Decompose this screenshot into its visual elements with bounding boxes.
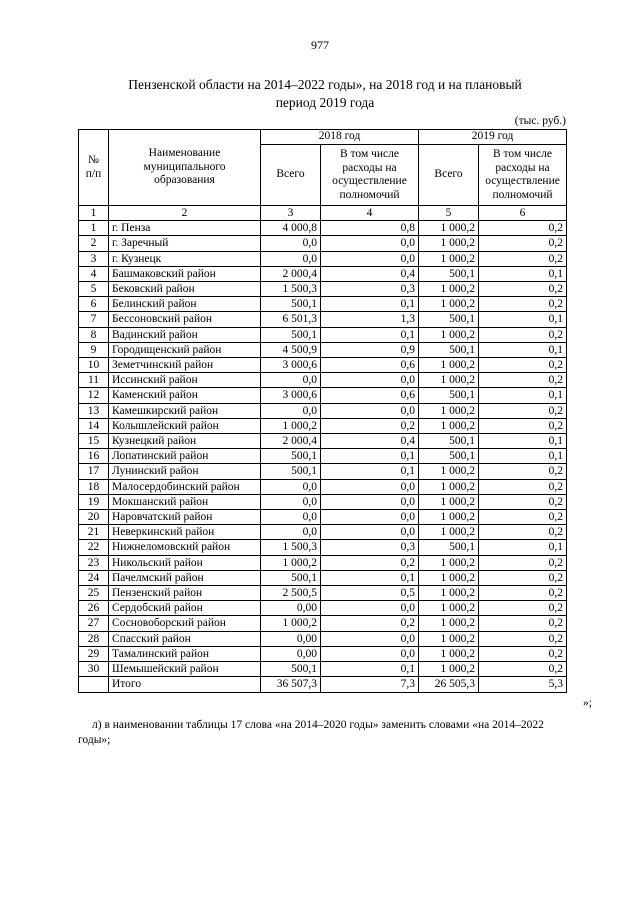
column-number: 5 [419, 206, 479, 221]
cell-incl-2019: 0,2 [479, 525, 567, 540]
cell-incl-2019: 0,2 [479, 646, 567, 661]
cell-name: Иссинский район [109, 373, 261, 388]
cell-total-2018: 1 000,2 [261, 418, 321, 433]
header-total-2018: Всего [261, 145, 321, 206]
cell-total-2018: 1 000,2 [261, 555, 321, 570]
cell-total-2018: 0,00 [261, 601, 321, 616]
cell-total-2019: 1 000,2 [419, 358, 479, 373]
cell-name: Вадинский район [109, 327, 261, 342]
cell-total-2019: 1 000,2 [419, 494, 479, 509]
title-line-1: Пензенской области на 2014–2022 годы», на 2018 год и на плановый [128, 77, 522, 92]
cell-incl-2019: 0,2 [479, 510, 567, 525]
cell-incl-2018: 0,5 [321, 586, 419, 601]
cell-total-2019: 1 000,2 [419, 479, 479, 494]
table-row [79, 373, 567, 388]
cell-incl-2018: 0,1 [321, 297, 419, 312]
cell-incl-2019: 0,2 [479, 282, 567, 297]
cell-name: Камешкирский район [109, 403, 261, 418]
cell-num: 14 [79, 418, 109, 433]
header-total-2019: Всего [419, 145, 479, 206]
cell-incl-2019: 0,1 [479, 266, 567, 281]
cell-incl-2019: 0,2 [479, 494, 567, 509]
cell-total-2018: 0,0 [261, 510, 321, 525]
table-row [79, 388, 567, 403]
cell-incl-2018: 0,6 [321, 358, 419, 373]
cell-incl-2019: 0,2 [479, 464, 567, 479]
total-cell-name: Итого [109, 677, 261, 692]
cell-total-2018: 2 000,4 [261, 434, 321, 449]
cell-name: Нижнеломовский район [109, 540, 261, 555]
cell-total-2018: 0,00 [261, 631, 321, 646]
cell-num: 4 [79, 266, 109, 281]
cell-total-2019: 1 000,2 [419, 327, 479, 342]
cell-num: 22 [79, 540, 109, 555]
cell-incl-2019: 0,2 [479, 479, 567, 494]
cell-incl-2018: 0,0 [321, 510, 419, 525]
cell-incl-2018: 0,0 [321, 479, 419, 494]
table-row [79, 631, 567, 646]
cell-incl-2018: 0,1 [321, 570, 419, 585]
cell-num: 16 [79, 449, 109, 464]
cell-total-2018: 4 000,8 [261, 221, 321, 236]
cell-total-2018: 1 500,3 [261, 540, 321, 555]
cell-incl-2018: 0,0 [321, 601, 419, 616]
cell-name: Неверкинский район [109, 525, 261, 540]
cell-total-2019: 500,1 [419, 312, 479, 327]
table-row [79, 494, 567, 509]
column-number: 6 [479, 206, 567, 221]
cell-num: 5 [79, 282, 109, 297]
cell-incl-2018: 0,9 [321, 342, 419, 357]
cell-total-2019: 1 000,2 [419, 631, 479, 646]
cell-total-2018: 0,0 [261, 251, 321, 266]
cell-total-2019: 500,1 [419, 449, 479, 464]
cell-name: Сосновоборский район [109, 616, 261, 631]
table-row [79, 616, 567, 631]
total-cell-total-2018: 36 507,3 [261, 677, 321, 692]
cell-total-2019: 1 000,2 [419, 646, 479, 661]
cell-num: 30 [79, 662, 109, 677]
table-row [79, 662, 567, 677]
cell-total-2019: 1 000,2 [419, 464, 479, 479]
cell-incl-2018: 0,0 [321, 236, 419, 251]
header-incl-2019: В том числе расходы на осуществление полномочий [479, 145, 567, 206]
table-row [79, 342, 567, 357]
cell-total-2018: 0,0 [261, 236, 321, 251]
cell-total-2019: 1 000,2 [419, 525, 479, 540]
cell-num: 21 [79, 525, 109, 540]
cell-num: 9 [79, 342, 109, 357]
table-row [79, 236, 567, 251]
cell-total-2018: 0,0 [261, 525, 321, 540]
cell-num: 19 [79, 494, 109, 509]
cell-incl-2019: 0,2 [479, 631, 567, 646]
cell-name: г. Кузнецк [109, 251, 261, 266]
subsidy-table [78, 129, 567, 693]
total-cell-total-2019: 26 505,3 [419, 677, 479, 692]
cell-incl-2019: 0,2 [479, 555, 567, 570]
cell-name: Колышлейский район [109, 418, 261, 433]
cell-incl-2018: 0,0 [321, 494, 419, 509]
cell-num: 8 [79, 327, 109, 342]
cell-incl-2018: 1,3 [321, 312, 419, 327]
cell-incl-2018: 0,2 [321, 555, 419, 570]
cell-total-2019: 1 000,2 [419, 555, 479, 570]
cell-incl-2019: 0,2 [479, 418, 567, 433]
cell-incl-2018: 0,3 [321, 540, 419, 555]
cell-incl-2018: 0,1 [321, 662, 419, 677]
table-row [79, 434, 567, 449]
cell-incl-2019: 0,2 [479, 662, 567, 677]
column-number: 3 [261, 206, 321, 221]
cell-incl-2019: 0,2 [479, 297, 567, 312]
cell-total-2019: 500,1 [419, 266, 479, 281]
cell-incl-2019: 0,1 [479, 434, 567, 449]
cell-total-2019: 500,1 [419, 540, 479, 555]
cell-incl-2019: 0,1 [479, 540, 567, 555]
cell-incl-2018: 0,3 [321, 282, 419, 297]
table-row [79, 646, 567, 661]
cell-name: Земетчинский район [109, 358, 261, 373]
cell-incl-2019: 0,2 [479, 570, 567, 585]
table-row [79, 282, 567, 297]
table-row [79, 479, 567, 494]
cell-incl-2019: 0,2 [479, 221, 567, 236]
cell-num: 15 [79, 434, 109, 449]
cell-name: Сердобский район [109, 601, 261, 616]
table-row [79, 297, 567, 312]
cell-name: Городищенский район [109, 342, 261, 357]
cell-total-2019: 500,1 [419, 388, 479, 403]
cell-name: Лунинский район [109, 464, 261, 479]
table-row [79, 358, 567, 373]
cell-incl-2018: 0,0 [321, 631, 419, 646]
cell-incl-2018: 0,0 [321, 646, 419, 661]
cell-name: Наровчатский район [109, 510, 261, 525]
cell-num: 3 [79, 251, 109, 266]
cell-incl-2019: 0,2 [479, 601, 567, 616]
cell-incl-2019: 0,1 [479, 342, 567, 357]
cell-name: Бессоновский район [109, 312, 261, 327]
cell-total-2018: 1 500,3 [261, 282, 321, 297]
cell-num: 11 [79, 373, 109, 388]
cell-incl-2018: 0,6 [321, 388, 419, 403]
cell-incl-2018: 0,0 [321, 403, 419, 418]
cell-total-2019: 1 000,2 [419, 403, 479, 418]
table-row [79, 601, 567, 616]
column-number: 2 [109, 206, 261, 221]
cell-incl-2018: 0,4 [321, 266, 419, 281]
table-row [79, 570, 567, 585]
cell-num: 13 [79, 403, 109, 418]
cell-num: 27 [79, 616, 109, 631]
table-row [79, 403, 567, 418]
cell-name: Белинский район [109, 297, 261, 312]
cell-incl-2018: 0,1 [321, 464, 419, 479]
cell-num: 2 [79, 236, 109, 251]
closing-quote: »; [583, 697, 592, 709]
cell-total-2018: 500,1 [261, 464, 321, 479]
cell-total-2019: 1 000,2 [419, 251, 479, 266]
cell-total-2019: 1 000,2 [419, 616, 479, 631]
cell-incl-2018: 0,1 [321, 327, 419, 342]
cell-total-2018: 0,0 [261, 494, 321, 509]
cell-total-2019: 1 000,2 [419, 510, 479, 525]
cell-incl-2018: 0,2 [321, 616, 419, 631]
cell-num: 26 [79, 601, 109, 616]
page-number: 977 [311, 38, 329, 52]
cell-total-2018: 6 501,3 [261, 312, 321, 327]
cell-total-2019: 1 000,2 [419, 662, 479, 677]
cell-name: Каменский район [109, 388, 261, 403]
table-row [79, 555, 567, 570]
header-name: Наименование муниципального образования [109, 130, 261, 206]
cell-name: Тамалинский район [109, 646, 261, 661]
cell-total-2019: 500,1 [419, 342, 479, 357]
amendment-note: л) в наименовании таблицы 17 слова «на 2014–2020 годы» заменить словами «на 2014–2022 годы»; [78, 719, 544, 746]
cell-name: Мокшанский район [109, 494, 261, 509]
cell-total-2018: 500,1 [261, 449, 321, 464]
cell-incl-2018: 0,1 [321, 449, 419, 464]
column-number-row [79, 206, 567, 221]
cell-total-2019: 1 000,2 [419, 373, 479, 388]
cell-total-2018: 500,1 [261, 570, 321, 585]
cell-total-2018: 1 000,2 [261, 616, 321, 631]
cell-name: г. Пенза [109, 221, 261, 236]
cell-total-2019: 1 000,2 [419, 221, 479, 236]
cell-name: Никольский район [109, 555, 261, 570]
cell-num: 17 [79, 464, 109, 479]
cell-name: Спасский район [109, 631, 261, 646]
cell-total-2018: 3 000,6 [261, 388, 321, 403]
cell-total-2018: 500,1 [261, 662, 321, 677]
header-num: № п/п [79, 130, 109, 206]
table-row [79, 586, 567, 601]
cell-incl-2019: 0,2 [479, 358, 567, 373]
cell-name: Бековский район [109, 282, 261, 297]
table-row [79, 510, 567, 525]
table-row [79, 449, 567, 464]
cell-total-2019: 1 000,2 [419, 236, 479, 251]
cell-total-2018: 0,0 [261, 373, 321, 388]
cell-num: 1 [79, 221, 109, 236]
cell-num: 24 [79, 570, 109, 585]
header-year-2018: 2018 год [261, 130, 419, 145]
cell-incl-2019: 0,2 [479, 403, 567, 418]
cell-total-2019: 1 000,2 [419, 282, 479, 297]
cell-incl-2019: 0,1 [479, 388, 567, 403]
cell-incl-2019: 0,1 [479, 449, 567, 464]
cell-total-2018: 500,1 [261, 297, 321, 312]
cell-total-2019: 1 000,2 [419, 297, 479, 312]
table-row [79, 464, 567, 479]
cell-incl-2019: 0,2 [479, 327, 567, 342]
cell-num: 7 [79, 312, 109, 327]
cell-num: 29 [79, 646, 109, 661]
cell-name: Лопатинский район [109, 449, 261, 464]
cell-total-2019: 500,1 [419, 434, 479, 449]
table-row [79, 525, 567, 540]
cell-incl-2018: 0,2 [321, 418, 419, 433]
cell-incl-2019: 0,2 [479, 236, 567, 251]
cell-num: 12 [79, 388, 109, 403]
cell-incl-2019: 0,2 [479, 586, 567, 601]
cell-name: Пачелмский район [109, 570, 261, 585]
cell-total-2018: 2 000,4 [261, 266, 321, 281]
cell-total-2018: 500,1 [261, 327, 321, 342]
cell-name: Башмаковский район [109, 266, 261, 281]
cell-num: 23 [79, 555, 109, 570]
table-title [60, 76, 590, 112]
column-number: 4 [321, 206, 419, 221]
cell-total-2019: 1 000,2 [419, 418, 479, 433]
cell-name: г. Заречный [109, 236, 261, 251]
cell-name: Шемышейский район [109, 662, 261, 677]
cell-total-2018: 3 000,6 [261, 358, 321, 373]
cell-total-2018: 2 500,5 [261, 586, 321, 601]
header-incl-2018: В том числе расходы на осуществление полномочий [321, 145, 419, 206]
cell-total-2018: 0,0 [261, 479, 321, 494]
cell-name: Кузнецкий район [109, 434, 261, 449]
units-label: (тыс. руб.) [514, 115, 566, 127]
cell-incl-2019: 0,2 [479, 251, 567, 266]
header-year-2019: 2019 год [419, 130, 567, 145]
table-row [79, 221, 567, 236]
cell-incl-2018: 0,0 [321, 373, 419, 388]
cell-incl-2018: 0,0 [321, 251, 419, 266]
cell-total-2019: 1 000,2 [419, 586, 479, 601]
cell-total-2018: 0,00 [261, 646, 321, 661]
table-row [79, 266, 567, 281]
cell-total-2019: 1 000,2 [419, 601, 479, 616]
table-row [79, 418, 567, 433]
column-number: 1 [79, 206, 109, 221]
table-row [79, 251, 567, 266]
cell-num: 25 [79, 586, 109, 601]
cell-total-2019: 1 000,2 [419, 570, 479, 585]
cell-name: Малосердобинский район [109, 479, 261, 494]
cell-incl-2018: 0,4 [321, 434, 419, 449]
cell-num: 20 [79, 510, 109, 525]
cell-incl-2019: 0,1 [479, 312, 567, 327]
cell-incl-2018: 0,8 [321, 221, 419, 236]
total-cell-incl-2019: 5,3 [479, 677, 567, 692]
cell-name: Пензенский район [109, 586, 261, 601]
cell-num: 18 [79, 479, 109, 494]
cell-incl-2019: 0,2 [479, 616, 567, 631]
table-row [79, 312, 567, 327]
cell-num: 28 [79, 631, 109, 646]
cell-incl-2018: 0,0 [321, 525, 419, 540]
cell-total-2018: 0,0 [261, 403, 321, 418]
total-cell-incl-2018: 7,3 [321, 677, 419, 692]
table-row [79, 540, 567, 555]
table-row [79, 327, 567, 342]
cell-num: 10 [79, 358, 109, 373]
cell-num: 6 [79, 297, 109, 312]
title-line-2: период 2019 года [275, 95, 375, 110]
cell-total-2018: 4 500,9 [261, 342, 321, 357]
total-row [79, 677, 567, 692]
total-cell-num [79, 677, 109, 692]
cell-incl-2019: 0,2 [479, 373, 567, 388]
